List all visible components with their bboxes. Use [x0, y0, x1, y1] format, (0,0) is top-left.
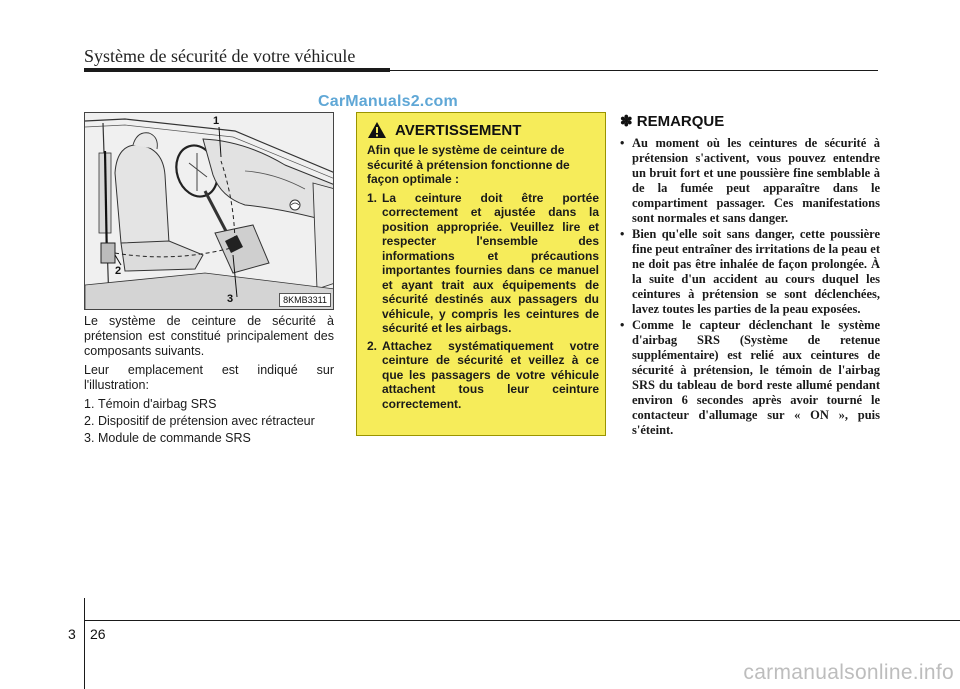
list-item-text: Dispositif de prétension avec rétracteur: [98, 414, 315, 428]
watermark-bottom: carmanualsonline.info: [743, 661, 954, 684]
list-item-text: Attachez systématiquement votre ceinture de sécurité et veillez à ce que les passagers de votre véhicule attachent tous leur ceinture correctement.: [382, 338, 599, 411]
list-item: [367, 191, 599, 336]
list-item: [620, 318, 880, 438]
list-item-text: Témoin d'airbag SRS: [98, 397, 217, 411]
callout-2: 2: [115, 265, 122, 277]
page-number: 26: [90, 626, 106, 642]
list-item: [84, 431, 334, 446]
callout-3: 3: [227, 293, 234, 305]
list-item-number: 1.: [84, 397, 95, 411]
list-item: [620, 136, 880, 226]
warning-intro: Afin que le système de ceinture de sécurité à prétension fonctionne de façon optimale :: [367, 143, 570, 186]
bullet: •: [620, 227, 625, 241]
page-chapter: 3: [68, 626, 76, 642]
warning-box: [356, 112, 606, 436]
list-item: [367, 339, 599, 412]
list-item-text: Module de commande SRS: [98, 431, 251, 445]
callout-1: 1: [213, 115, 220, 127]
watermark-top: CarManuals2.com: [318, 93, 458, 110]
location-paragraph: Leur emplacement est indiqué sur l'illustration:: [84, 363, 334, 392]
list-item-number: 3.: [84, 431, 95, 445]
list-item: [84, 414, 334, 429]
bullet: •: [620, 136, 625, 150]
remark-section: [620, 112, 880, 439]
list-item-number: 2.: [84, 414, 95, 428]
left-column-text: [84, 314, 334, 448]
list-item: [620, 227, 880, 317]
figure-code: 8KMB3311: [279, 293, 331, 307]
footer-horizontal-rule: [84, 620, 960, 621]
warning-triangle-icon: [367, 121, 387, 139]
warning-list: [367, 191, 599, 412]
header-title: Système de sécurité de votre véhicule: [84, 46, 356, 66]
pretensioner-illustration: [84, 112, 334, 310]
list-item-text: Bien qu'elle soit sans danger, cette poussière fine peut entraîner des irritations de la peau et ne doit pas être inhalée de façon prolongée. À la suite d'un accident au cours duquel les ceintures à prétension se sont déclenchées, lavez toutes les parties de la peau exposées.: [632, 227, 880, 316]
warning-title: AVERTISSEMENT: [395, 121, 522, 139]
list-item: [84, 397, 334, 412]
footer-vertical-rule: [84, 598, 85, 689]
remark-list: [620, 136, 880, 438]
components-list: [84, 397, 334, 446]
car-interior-drawing: [85, 113, 334, 310]
list-item-number: 1.: [367, 190, 378, 205]
bullet: •: [620, 318, 625, 332]
header-rule-thick: [84, 68, 390, 72]
remark-title: ✽ REMARQUE: [620, 113, 725, 130]
list-item-text: La ceinture doit être portée correctement et ajustée dans la position appropriée. Veuillez lire et respecter l'ensemble des informations et précautions importantes fournies dans ce manuel et ayant trait aux équipements de sécurité destinés aux passagers du véhicule, y compris les ceintures de sécurité et les airbags.: [382, 190, 599, 335]
header-rule-thin: [390, 70, 878, 71]
list-item-number: 2.: [367, 338, 378, 353]
list-item-text: Comme le capteur déclenchant le système d'airbag SRS (Système de retenue supplémentaire) est relié aux ceintures de sécurité à prétension, le témoin de l'airbag SRS du tableau de bord reste allumé pendant environ 6 secondes après avoir tourné le contacteur d'allumage sur « ON », puis s'éteint.: [632, 318, 880, 437]
intro-paragraph: Le système de ceinture de sécurité à prétension est constitué principalement des composants suivants.: [84, 314, 334, 358]
warning-header: [367, 121, 599, 139]
list-item-text: Au moment où les ceintures de sécurité à prétension s'activent, vous pouvez entendre un bruit fort et une poussière fine semblable à de la fumée peut apparaître dans le compartiment passager. Ces manifestations sont normales et sans danger.: [632, 136, 880, 225]
